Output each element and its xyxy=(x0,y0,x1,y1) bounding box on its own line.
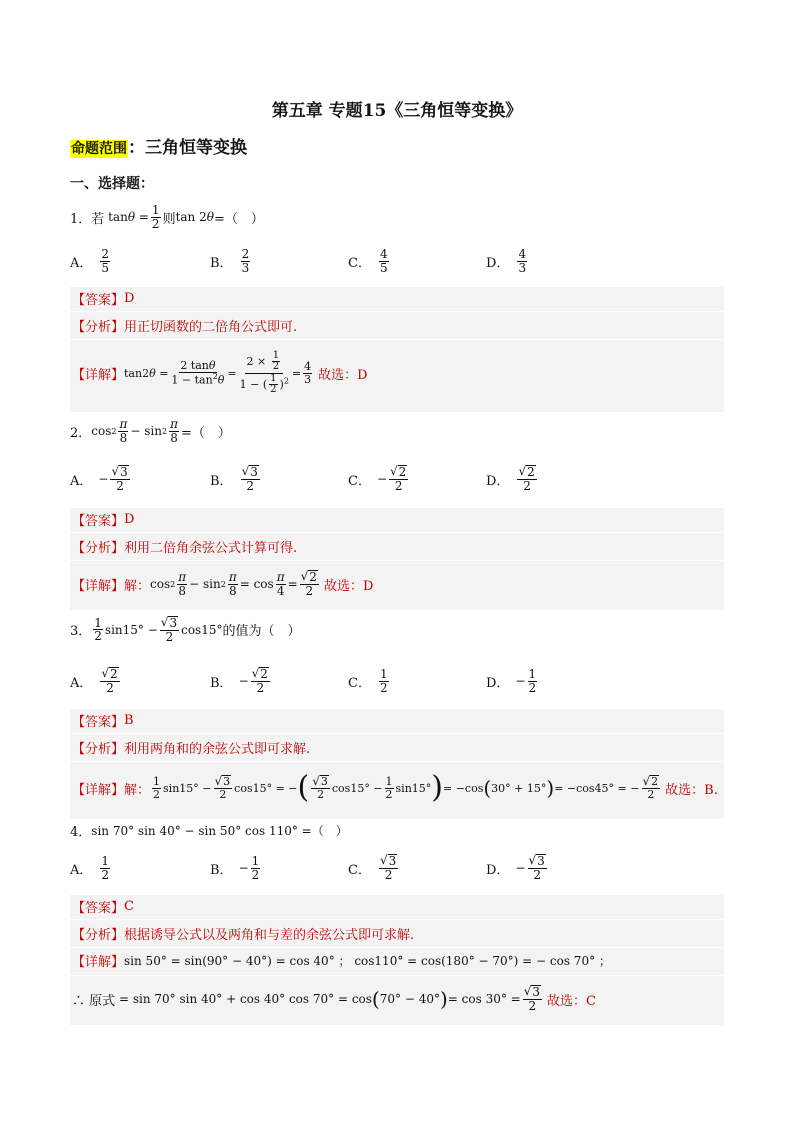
option-c[interactable]: C． $\frac{1}{2}$ xyxy=(348,666,388,695)
divider xyxy=(70,919,724,920)
q1-condition: tan θ = $\frac{1}{2}$ xyxy=(104,203,160,231)
q4-expression: sin 70° sin 40° − sin 50° cos 110° =（ ） xyxy=(91,823,348,838)
option-b[interactable]: B． − $\frac{1}{2}$ xyxy=(210,853,260,882)
option-a[interactable]: A． √ 2 2 xyxy=(70,666,118,695)
q1-answer: 【答案】 D xyxy=(72,290,135,308)
scope-label: 命题范围 xyxy=(71,141,127,157)
option-a[interactable]: A． $\frac{2}{5}$ xyxy=(70,246,110,275)
divider xyxy=(70,532,724,533)
q3-analysis: 【分析】 利用两角和的余弦公式即可求解. xyxy=(72,741,311,757)
q3-solution-box xyxy=(70,709,724,819)
q1-derivation: tan2 θ = $\frac{2 \tan\theta}{1 - \tan^2\theta}$ = 2 × $\frac{1}{2}$ 1 − ( $\frac{1}{2}$ )$^2$ = $\frac{4}{3}$ xyxy=(124,349,312,395)
q1-solution-box xyxy=(70,287,724,412)
q4-solution-box xyxy=(70,895,724,1025)
question-4 xyxy=(70,820,348,840)
q1-options xyxy=(70,246,724,276)
q2-expression: cos 2 $\frac{\pi}{8}$ − sin 2 $\frac{\pi}{8}$ xyxy=(91,417,178,445)
q3-derivation: $\frac{1}{2}$ sin15° − √ 3 2 cos15° = − ( √ 3 2 cos15° − $\frac{1}{2}$ sin15° ) = −cos ( 30° + 15° ) = −cos45° = − √ 2 2 xyxy=(153,770,659,805)
question-number: 3． xyxy=(70,624,92,640)
question-number: 1．若 xyxy=(70,211,105,227)
q4-detail: 【详解】 sin 50° = sin(90° − 40°) = cos 40° ； cos110° = cos(180° − 70°) = − cos 70° ； xyxy=(72,953,611,970)
q3-detail: 【详解】 解： $\frac{1}{2}$ sin15° − √ 3 2 cos15° = − ( √ 3 2 cos15° − $\frac{1}{2}$ sin15° ) = −cos ( 30° + 15° ) = −cos45° = − √ 2 2 故选：B. xyxy=(72,770,718,805)
q2-solution-box xyxy=(70,508,724,610)
option-a[interactable]: A． − √ 3 2 xyxy=(70,464,128,493)
q1-analysis: 【分析】 用正切函数的二倍角公式即可. xyxy=(72,319,298,335)
topic-scope xyxy=(70,133,247,158)
q1-tail: =（ ） xyxy=(213,211,264,227)
option-c[interactable]: C． − √ 2 2 xyxy=(348,464,407,493)
divider xyxy=(70,761,724,762)
divider xyxy=(70,975,724,976)
option-d[interactable]: D． − √ 3 2 xyxy=(486,853,545,882)
q3-expression: $\frac{1}{2}$ sin15° − √ 3 2 cos15° xyxy=(94,615,223,644)
option-a[interactable]: A． $\frac{1}{2}$ xyxy=(70,853,110,882)
q1-connector: 则 xyxy=(162,211,176,227)
divider xyxy=(70,311,724,312)
option-d[interactable]: D． √ 2 2 xyxy=(486,464,535,493)
question-number: 2． xyxy=(70,425,92,441)
q4-options xyxy=(70,853,724,883)
question-2 xyxy=(70,418,231,444)
question-3 xyxy=(70,616,300,643)
divider xyxy=(70,560,724,561)
option-d[interactable]: D． $\frac{4}{3}$ xyxy=(486,246,527,275)
question-1 xyxy=(70,204,264,230)
q3-options xyxy=(70,666,724,696)
q2-detail: 【详解】 解： cos 2 $\frac{\pi}{8}$ − sin 2 $\frac{\pi}{8}$ = cos $\frac{\pi}{4}$ = √ 2 2 故选：D xyxy=(72,569,374,598)
q3-answer: 【答案】 B xyxy=(72,712,134,730)
option-c[interactable]: C． √ 3 2 xyxy=(348,853,397,882)
question-number: 4． xyxy=(70,824,92,840)
scope-text: ：三角恒等变换 xyxy=(128,138,247,158)
option-b[interactable]: B． √ 3 2 xyxy=(210,464,258,493)
q2-options xyxy=(70,464,724,494)
q1-expression: tan 2 θ xyxy=(175,210,214,225)
q1-detail: 【详解】 tan2 θ = $\frac{2 \tan\theta}{1 - \tan^2\theta}$ = 2 × $\frac{1}{2}$ 1 − ( $\frac{1}{2}$ )$^2$ = $\frac{4}{3}$ 故选：D xyxy=(72,349,368,395)
q4-detail-line: sin 50° = sin(90° − 40°) = cos 40° ； cos110° = cos(180° − 70°) = − cos 70° ； xyxy=(124,953,611,968)
q2-tail: =（ ） xyxy=(180,425,231,441)
q4-answer: 【答案】 C xyxy=(72,898,134,916)
option-d[interactable]: D． − $\frac{1}{2}$ xyxy=(486,666,537,695)
q2-derivation: cos 2 $\frac{\pi}{8}$ − sin 2 $\frac{\pi}{8}$ = cos $\frac{\pi}{4}$ = √ 2 2 xyxy=(150,569,317,598)
q4-derivation: = sin 70° sin 40° + cos 40° cos 70° = cos ( 70° − 40° ) = cos 30° = √ 3 2 xyxy=(115,984,541,1013)
q3-tail: 的值为（ ） xyxy=(222,624,301,640)
option-c[interactable]: C． $\frac{4}{5}$ xyxy=(348,246,388,275)
q4-conclusion-line: ∴ 原式 = sin 70° sin 40° + cos 40° cos 70° = cos ( 70° − 40° ) = cos 30° = √ 3 2 故选：C xyxy=(72,984,596,1013)
q2-answer: 【答案】 D xyxy=(72,511,135,529)
q4-analysis: 【分析】 根据诱导公式以及两角和与差的余弦公式即可求解. xyxy=(72,927,415,943)
q2-analysis: 【分析】 利用二倍角余弦公式计算可得. xyxy=(72,540,298,556)
page-title: 第五章 专题15《三角恒等变换》 xyxy=(271,101,523,121)
section-heading: 一、选择题： xyxy=(70,176,154,192)
divider xyxy=(70,733,724,734)
option-b[interactable]: B． − √ 2 2 xyxy=(210,666,268,695)
divider xyxy=(70,339,724,340)
option-b[interactable]: B． $\frac{2}{3}$ xyxy=(210,246,250,275)
divider xyxy=(70,947,724,948)
